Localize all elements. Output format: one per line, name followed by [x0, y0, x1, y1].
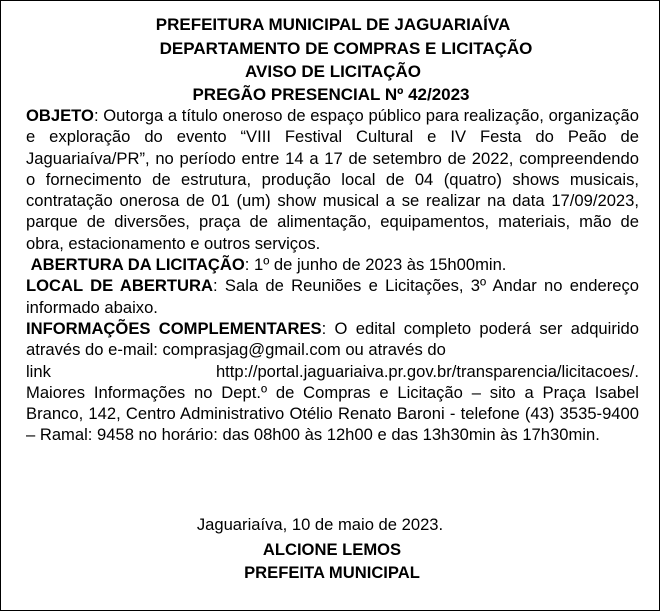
- informacoes-text: : O edital completo poderá ser adquirido através do e-mail: comprasjag@gmail.com ou através do: [26, 318, 640, 360]
- local-paragraph: [26, 275, 639, 318]
- footer-role: PREFEITA MUNICIPAL: [244, 563, 420, 582]
- link-word: link: [26, 361, 51, 381]
- local-text: : Sala de Reuniões e Licitações, 3º Andar no endereço informado abaixo.: [26, 276, 639, 317]
- header-prefeitura: PREFEITURA MUNICIPAL DE JAGUARIAÍVA: [155, 15, 511, 34]
- objeto-text: : Outorga a título oneroso de espaço público para realização, organização e exploração do evento “VIII Festival Cultural e IV Festa do Peão de Jaguariaíva/PR”, no período entre 14 a 17 de setembro de 2022, compreendendo o fornecimento de estrutura, produção local de 04 (quatro) shows musicais, contratação onerosa de 01 (um) show musical a se realizar na data 17/09/2023, parque de diversões, praça de alimentação, equipamentos, materiais, mão de obra, estacionamento e outros serviços.: [26, 106, 639, 253]
- footer-date: Jaguariaíva, 10 de maio de 2023.: [196, 515, 444, 534]
- abertura-text: : 1º de junho de 2023 às 15h00min.: [244, 255, 507, 275]
- header-aviso: AVISO DE LICITAÇÃO: [245, 62, 421, 81]
- abertura-label: ABERTURA DA LICITAÇÃO: [30, 255, 245, 275]
- more-info-paragraph: Maiores Informações no Dept.º de Compras e Licitação – sito a Praça Isabel Branco, 142, Centro Administrativo Otélio Renato Baroni - telefone (43) 3535-9400 – Ramal: 9458 no horário: das 08h00 às 12h00 e das 13h30min às 17h30min.: [26, 382, 639, 445]
- footer-signer: ALCIONE LEMOS: [262, 540, 402, 559]
- licitacoes-link[interactable]: http://portal.jaguariaiva.pr.gov.br/transparencia/licitacoes/.: [215, 361, 639, 381]
- notice-body: [26, 105, 639, 446]
- local-label: LOCAL DE ABERTURA: [26, 276, 213, 296]
- objeto-label: OBJETO: [26, 106, 94, 125]
- informacoes-label: INFORMAÇÕES COMPLEMENTARES: [26, 318, 322, 338]
- abertura-paragraph: [26, 254, 639, 275]
- informacoes-paragraph: [26, 318, 639, 361]
- header-departamento: DEPARTAMENTO DE COMPRAS E LICITAÇÃO: [159, 39, 533, 58]
- link-line: [26, 361, 639, 382]
- objeto-paragraph: [26, 105, 639, 254]
- header-pregao: PREGÃO PRESENCIAL Nº 42/2023: [192, 85, 470, 104]
